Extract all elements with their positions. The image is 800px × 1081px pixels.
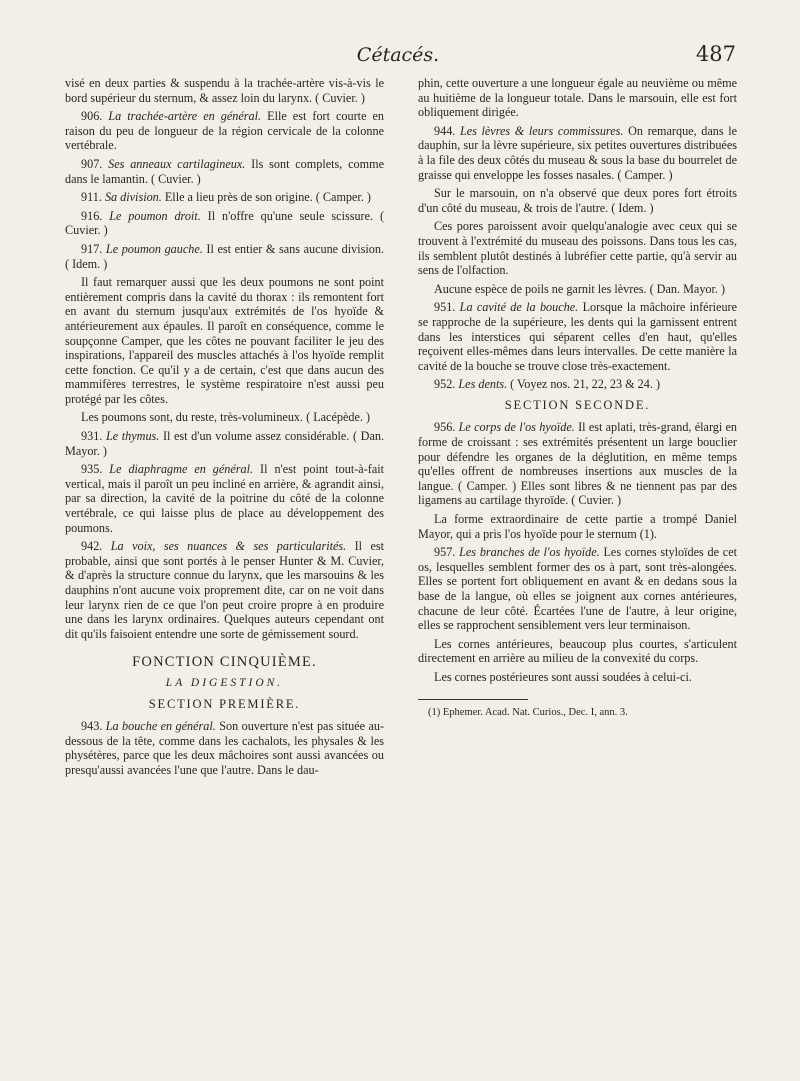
article-title: Les branches de l'os hyoïde.: [459, 545, 600, 560]
article-number: 942.: [81, 539, 103, 554]
article-text: Elle a lieu près de son origine. ( Camper. ): [164, 190, 371, 205]
article-text: La forme extraordinaire de cette partie a trompé Daniel Mayor, qui a pris l'os hyoïde pour le sternum (1).: [418, 512, 737, 541]
paragraph: [65, 719, 384, 777]
article-number: 944.: [434, 123, 456, 138]
article-title: La trachée-artère en général.: [108, 109, 262, 124]
right-column: [418, 76, 737, 719]
article-text: Les cornes styloïdes de cet os, lesquelles semblent former des os à part, sont très-alongées. Elles se portent fort obliquement en avant & en dedans sous la base de la langue, où elles se joignent aux cornes antérieures, chacune de leur côté. Écartées l'une de l'autre, à leur origine, elles se rapprochent sensiblement vers leur terminaison.: [418, 545, 738, 633]
paragraph: [418, 545, 737, 633]
paragraph: [65, 157, 384, 186]
article-number: 956.: [434, 420, 456, 435]
article-number: 943.: [81, 719, 103, 734]
article-number: 935.: [81, 462, 103, 477]
article-text: Il faut remarquer aussi que les deux poumons ne sont point entièrement compris dans la cavité du thorax : ils remontent fort en avant du sternum jusqu'aux extrémités de l'os hyoïde & antérieurement aux épaules. Il paroît en conséquence, comme le soupçonne Camper, que les côtes ne pouvant faciliter le jeu des inspirations, l'appareil des muscles attachés à l'os hyoïde remplit cette fonction. Ce qu'il y a de certain, c'est que dans aucun des mammifères terrestres, le système respiratoire n'est aussi peu protégé par les côtes.: [65, 275, 384, 406]
article-text: Elle est fort courte en raison du peu de longueur de la région cervicale de la colonne vertébrale.: [65, 109, 385, 153]
paragraph: [65, 242, 384, 271]
article-text: Lorsque la mâchoire inférieure se rapproche de la supérieure, les dents qui la garnissent entrent dans les interstices qui séparent celles d'en haut, qu'elles reçoivent elles-mêmes dans leurs intervalles. De cette manière la cavité de la bouche se trouve close très-exactement.: [418, 300, 738, 373]
right-paragraphs: [418, 76, 737, 392]
article-number: 907.: [81, 156, 103, 171]
article-title: Le thymus.: [105, 429, 160, 444]
paragraph: [418, 124, 737, 182]
paragraph: [65, 190, 384, 205]
paragraph: [418, 512, 737, 541]
article-number: 957.: [434, 545, 456, 560]
section-seconde-heading: SECTION SECONDE.: [504, 397, 651, 412]
paragraph: [418, 282, 737, 297]
paragraph: [65, 76, 384, 105]
article-title: Ses anneaux cartilagineux.: [108, 156, 246, 171]
paragraph: [418, 670, 737, 685]
article-title: La bouche en général.: [105, 719, 216, 734]
article-number: 917.: [81, 241, 103, 256]
article-title: La cavité de la bouche.: [459, 300, 579, 315]
paragraph: [418, 300, 737, 373]
article-title: La voix, ses nuances & ses particularités.: [110, 539, 347, 554]
article-text: Sur le marsouin, on n'a observé que deux pores fort étroits d'un côté du museau, & trois de l'autre. ( Idem. ): [418, 186, 737, 215]
article-number: 916.: [81, 208, 103, 223]
paragraph: [65, 410, 384, 425]
paragraph: [418, 637, 737, 666]
page-number: 487: [695, 42, 736, 66]
left-paragraphs-after: [65, 719, 384, 777]
paragraph: [418, 186, 737, 215]
article-text: Les poumons sont, du reste, très-volumineux. ( Lacépède. ): [81, 410, 371, 425]
article-title: Le corps de l'os hyoïde.: [458, 420, 575, 435]
section-premiere-heading: SECTION PREMIÈRE.: [148, 696, 301, 711]
article-number: 906.: [81, 109, 103, 124]
article-text: Il est aplati, très-grand, élargi en forme de croissant : ses extrémités présentent un large bouclier pour défendre les organes de la déglutition, en même temps qu'elles offrent de nombreuses insertions aux muscles de la langue. ( Camper. ) Elles sont libres & ne tiennent pas par des ligamens au cartilage thyroïde. ( Cuvier. ): [418, 420, 738, 508]
paragraph: [65, 462, 384, 535]
paragraph: [418, 377, 737, 392]
footnote: (1) Ephemer. Acad. Nat. Curios., Dec. I, ann. 3.: [428, 706, 628, 718]
article-text: Il est entier & sans aucune division. ( Idem. ): [65, 241, 384, 271]
article-text: visé en deux parties & suspendu à la trachée-artère vis-à-vis le bord supérieur du sternum, & assez loin du larynx. ( Cuvier. ): [65, 76, 384, 105]
paragraph: [65, 275, 384, 406]
article-title: Le diaphragme en général.: [109, 462, 254, 477]
article-text: On remarque, dans le dauphin, sur la lèvre supérieure, six petites ouvertures distribuées à la file des deux côtés du museau & sous la base du bourrelet de graisse qui enveloppe les fosses nasales. ( Camper. ): [418, 123, 738, 182]
article-number: 951.: [434, 300, 456, 315]
left-paragraphs: [65, 76, 384, 641]
article-title: Les lèvres & leurs commissures.: [459, 123, 624, 138]
article-title: Sa division.: [104, 190, 162, 205]
article-number: 911.: [81, 190, 102, 205]
running-title: Cétacés.: [356, 44, 440, 66]
article-text: phin, cette ouverture a une longueur égale au neuvième ou même au huitième de la longueur totale. Dans le marsouin, elle est fort obliquement dirigée.: [418, 76, 737, 120]
article-text: Il n'offre qu'une seule scissure. ( Cuvier. ): [65, 208, 385, 238]
paragraph: [418, 219, 737, 277]
article-title: Le poumon droit.: [109, 208, 201, 223]
paragraph: [65, 209, 384, 238]
paragraph: [65, 429, 384, 458]
article-text: ( Voyez nos. 21, 22, 23 & 24. ): [510, 377, 661, 392]
article-text: Ces pores paroissent avoir quelqu'analogie avec ceux qui se trouvent à l'extrémité du museau des poissons. Dans tous les cas, ils semblent plutôt destinés à lubréfier cette partie, qu'à servir au sens de l'olfaction.: [418, 219, 737, 278]
article-number: 952.: [434, 377, 456, 392]
article-title: Le poumon gauche.: [105, 241, 203, 256]
paragraph: [418, 76, 737, 120]
paragraph: [65, 109, 384, 153]
article-text: Les cornes postérieures sont aussi soudées à celui-ci.: [434, 669, 692, 684]
right-paragraphs-after: [418, 420, 737, 684]
article-title: Les dents.: [458, 377, 508, 392]
left-column: [65, 76, 384, 782]
article-text: Il est d'un volume assez considérable. ( Dan. Mayor. ): [65, 429, 385, 458]
paragraph: [65, 539, 384, 641]
paragraph: [418, 420, 737, 508]
article-text: Il est probable, ainsi que sont portés à le penser Hunter & M. Cuvier, & d'après la structure connue du larynx, que les marsouins & les dauphins n'ont aucune voix proprement dite, car on ne voit dans leur larynx rien de ce que l'on peut croire propre à en produire une dans les larynx ordinaires. Quelques auteurs cependant ont dit qu'ils faisoient entendre une sorte de gémissement sourd.: [65, 539, 385, 641]
page-header: [60, 42, 736, 70]
article-text: Son ouverture n'est pas située au-dessous de la tête, comme dans les cachalots, les physales & les physétères, parce que les deux mâchoires sont aussi avancées ou presqu'aussi avancées l'une que l'autre. Dans le dau-: [65, 719, 385, 777]
article-text: Les cornes antérieures, beaucoup plus courtes, s'articulent directement en arrière au milieu de la convexité du corps.: [418, 636, 737, 666]
digestion-heading: LA DIGESTION.: [165, 676, 284, 689]
fonction-heading: FONCTION CINQUIÈME.: [132, 654, 317, 671]
footnote-rule: [418, 699, 528, 700]
article-text: Il n'est point tout-à-fait vertical, mais il paroît un peu incliné en arrière, & agrandit ainsi, par sa direction, la cavité de la poitrine du côté de la colonne vertébrale, ce qui laisse plus de place au développement des poumons.: [65, 462, 384, 535]
article-number: 931.: [81, 429, 103, 444]
article-text: Aucune espèce de poils ne garnit les lèvres. ( Dan. Mayor. ): [434, 281, 726, 296]
article-text: Ils sont complets, comme dans le lamantin. ( Cuvier. ): [65, 156, 384, 186]
